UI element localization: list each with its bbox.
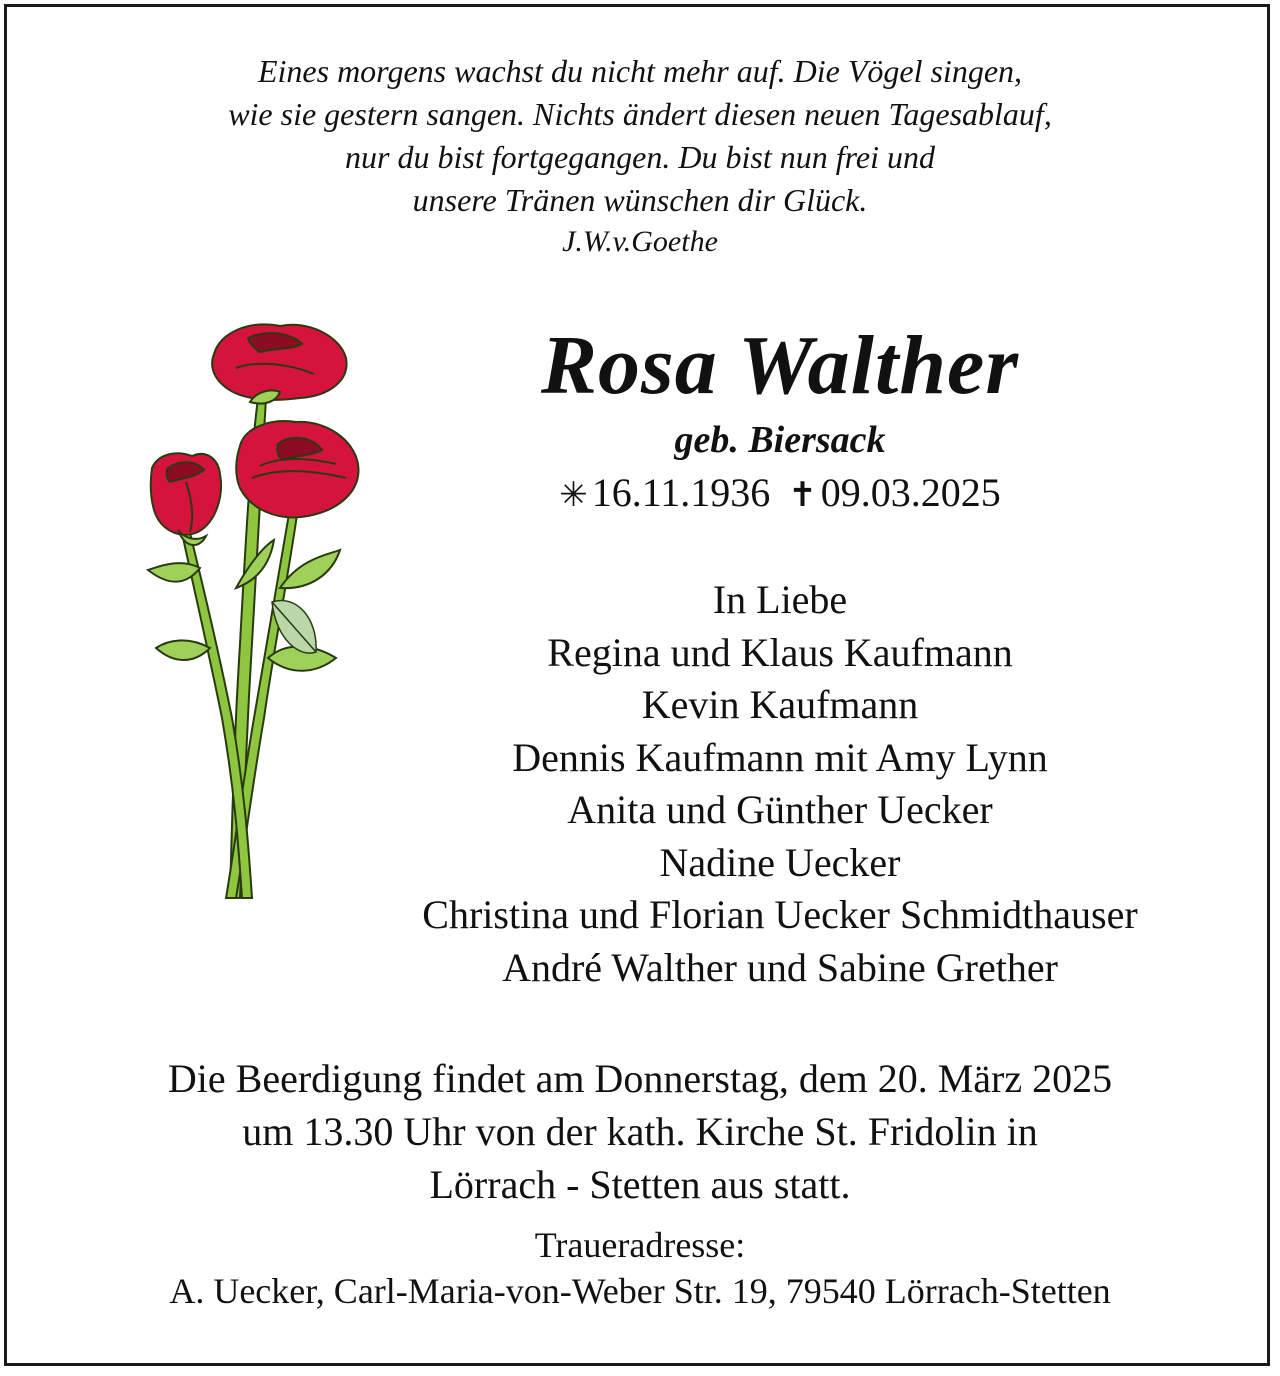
quote-line: nur du bist fortgegangen. Du bist nun frei und (345, 139, 935, 175)
birth-star-icon: ✳ (559, 477, 588, 514)
funeral-line: um 13.30 Uhr von der kath. Kirche St. Fridolin in (242, 1109, 1038, 1154)
mourning-address (0, 1222, 1280, 1314)
address-text: A. Uecker, Carl-Maria-von-Weber Str. 19, 79540 Lörrach-Stetten (169, 1271, 1111, 1311)
life-dates (400, 468, 1160, 521)
mourner-name: Nadine Uecker (659, 839, 901, 885)
quote-line: unsere Tränen wünschen dir Glück. (412, 182, 868, 218)
mourners-list (340, 574, 1220, 994)
deceased-name: Rosa Walther (540, 319, 1020, 412)
death-cross-icon: ✝ (788, 477, 817, 514)
mourner-name: André Walther und Sabine Grether (502, 944, 1058, 990)
maiden-name: geb. Biersack (674, 419, 886, 461)
goethe-quote (0, 50, 1280, 262)
mourner-name: Regina und Klaus Kaufmann (547, 629, 1013, 675)
funeral-line: Lörrach - Stetten aus statt. (429, 1162, 851, 1207)
mourner-name: Dennis Kaufmann mit Amy Lynn (512, 734, 1048, 780)
mourner-name: Christina und Florian Uecker Schmidthauser (422, 892, 1138, 937)
quote-line: Eines morgens wachst du nicht mehr auf. Die Vögel singen, (257, 53, 1023, 89)
mourner-name: Kevin Kaufmann (641, 682, 919, 727)
quote-line: wie sie gestern sangen. Nichts ändert diesen neuen Tagesablauf, (228, 96, 1052, 132)
mourner-name: Anita und Günther Uecker (567, 787, 993, 832)
quote-author: J.W.v.Goethe (562, 225, 718, 258)
death-date: 09.03.2025 (820, 470, 1001, 515)
funeral-line: Die Beerdigung findet am Donnerstag, dem 20. März 2025 (167, 1056, 1113, 1101)
funeral-notice (0, 1052, 1280, 1211)
mourners-intro: In Liebe (712, 577, 848, 622)
address-label: Traueradresse: (534, 1225, 746, 1265)
birth-date: 16.11.1936 (591, 470, 771, 515)
